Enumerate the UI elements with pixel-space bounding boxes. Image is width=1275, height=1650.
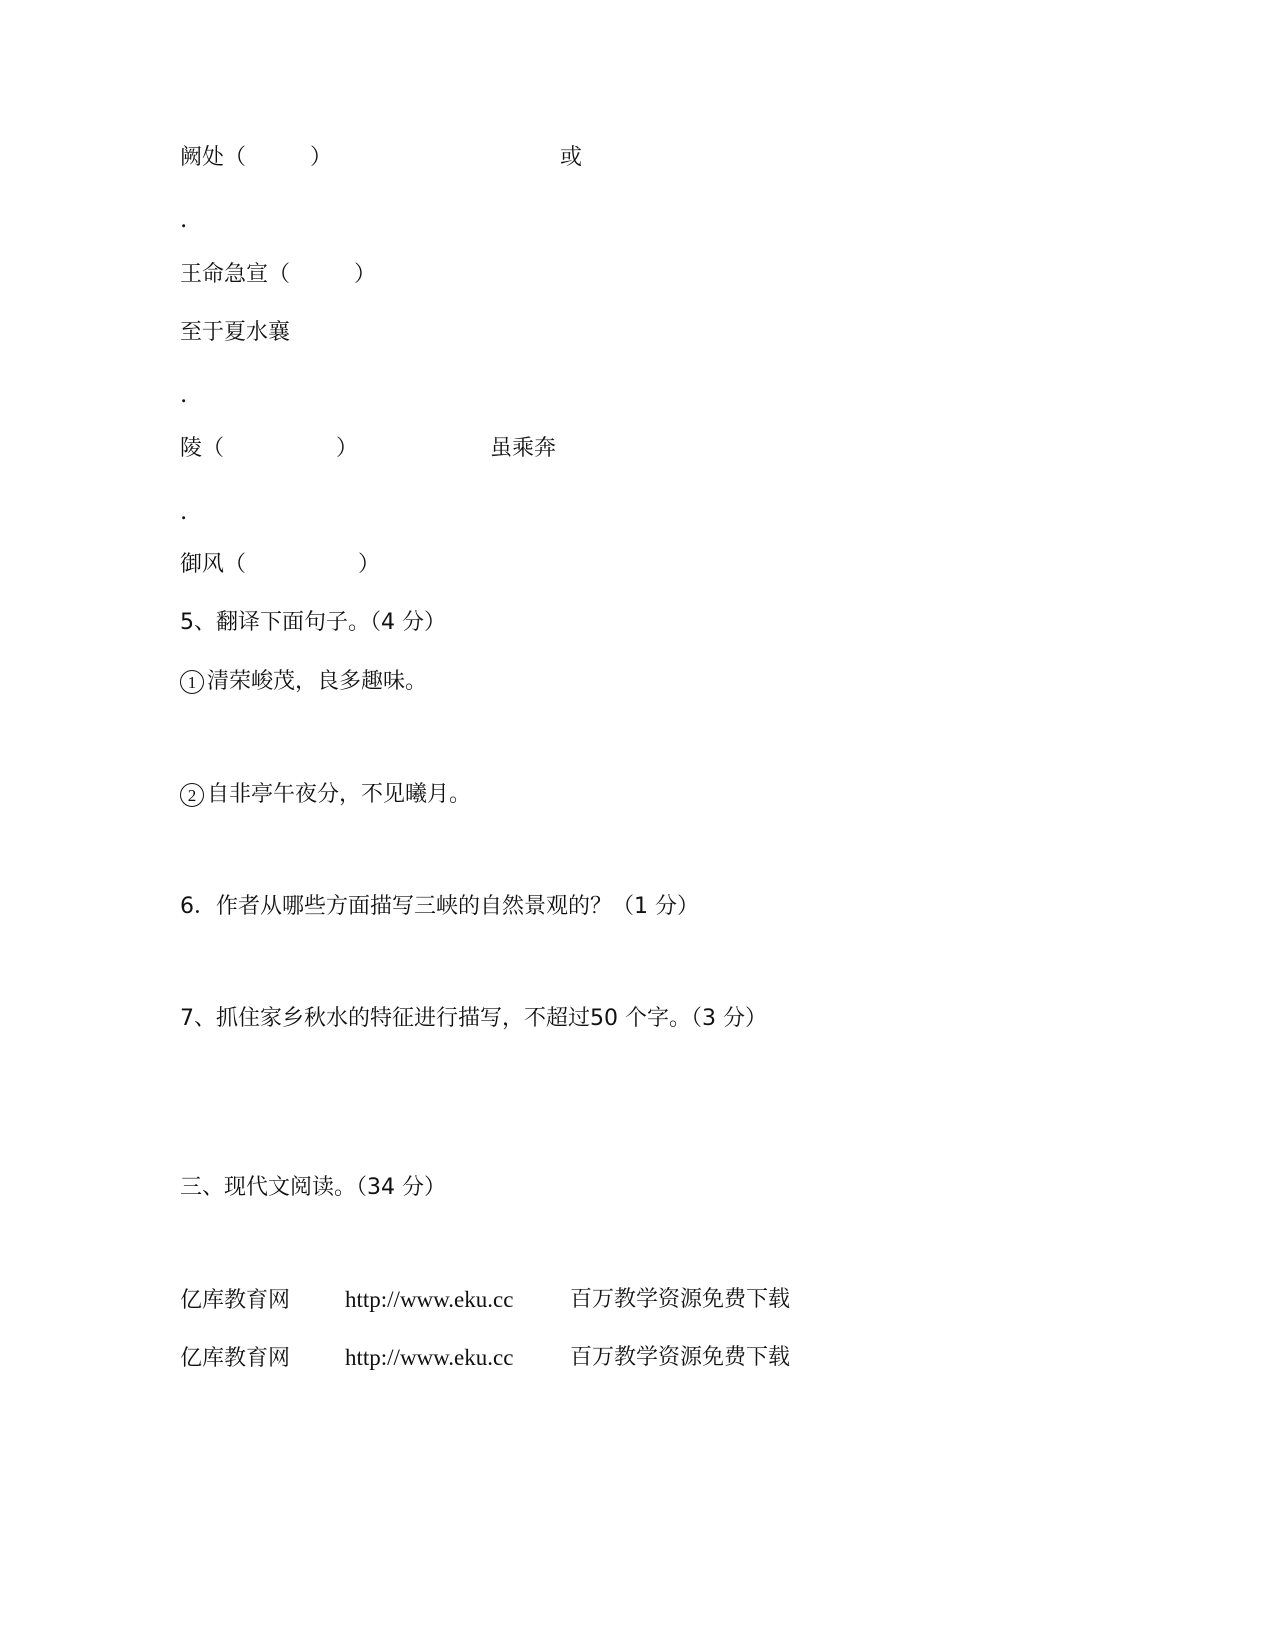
footer-slogan: 百万教学资源免费下载 (570, 1345, 791, 1370)
vocab-word: 陵（ (180, 436, 225, 461)
blank-close: ） (336, 436, 359, 461)
question-5: 5、翻译下面句子。（4 分） (180, 610, 446, 635)
vocab-line-1-cont (560, 143, 582, 173)
footer-line-2 (180, 1343, 290, 1374)
blank-close: ） (358, 552, 381, 577)
blank-close: ） (310, 145, 333, 170)
vocab-line-2 (180, 260, 376, 290)
vocab-word: 王命急宣（ (180, 262, 291, 287)
question-5-item-1 (180, 667, 427, 697)
vocab-word: 阙处（ (180, 145, 247, 170)
vocab-line-4 (180, 434, 358, 464)
vocab-word: 虽乘奔 (490, 436, 557, 461)
section-3-heading: 三、现代文阅读。（34 分） (180, 1175, 446, 1200)
question-7: 7、抓住家乡秋水的特征进行描写，不超过50 个字。（3 分） (180, 1006, 767, 1031)
blank-close: ） (354, 262, 377, 287)
footer-site: 亿库教育网 (180, 1288, 291, 1313)
footer-slogan: 百万教学资源免费下载 (570, 1287, 791, 1312)
vocab-line-5 (180, 550, 380, 580)
vocab-word: 至于夏水襄 (180, 320, 291, 345)
emphasis-dot: . (180, 382, 188, 408)
question-6: 6．作者从哪些方面描写三峡的自然景观的？（1 分） (180, 894, 699, 919)
vocab-line-1 (180, 143, 332, 173)
sentence: 自非亭午夜分，不见曦月。 (207, 782, 472, 807)
circled-number: 1 (180, 670, 204, 694)
footer-url: http://www.eku.cc (345, 1287, 514, 1312)
question-5-item-2 (180, 780, 471, 810)
emphasis-dot: . (180, 499, 188, 525)
circled-number: 2 (180, 783, 204, 807)
sentence: 清荣峻茂，良多趣味。 (207, 669, 428, 694)
footer-url: http://www.eku.cc (345, 1345, 514, 1370)
vocab-line-4-cont (490, 434, 556, 464)
emphasis-dot: . (180, 207, 188, 233)
footer-line-1 (180, 1285, 290, 1316)
vocab-word: 或 (560, 145, 583, 170)
footer-site: 亿库教育网 (180, 1346, 291, 1371)
vocab-line-3 (180, 318, 290, 348)
vocab-word: 御风（ (180, 552, 247, 577)
